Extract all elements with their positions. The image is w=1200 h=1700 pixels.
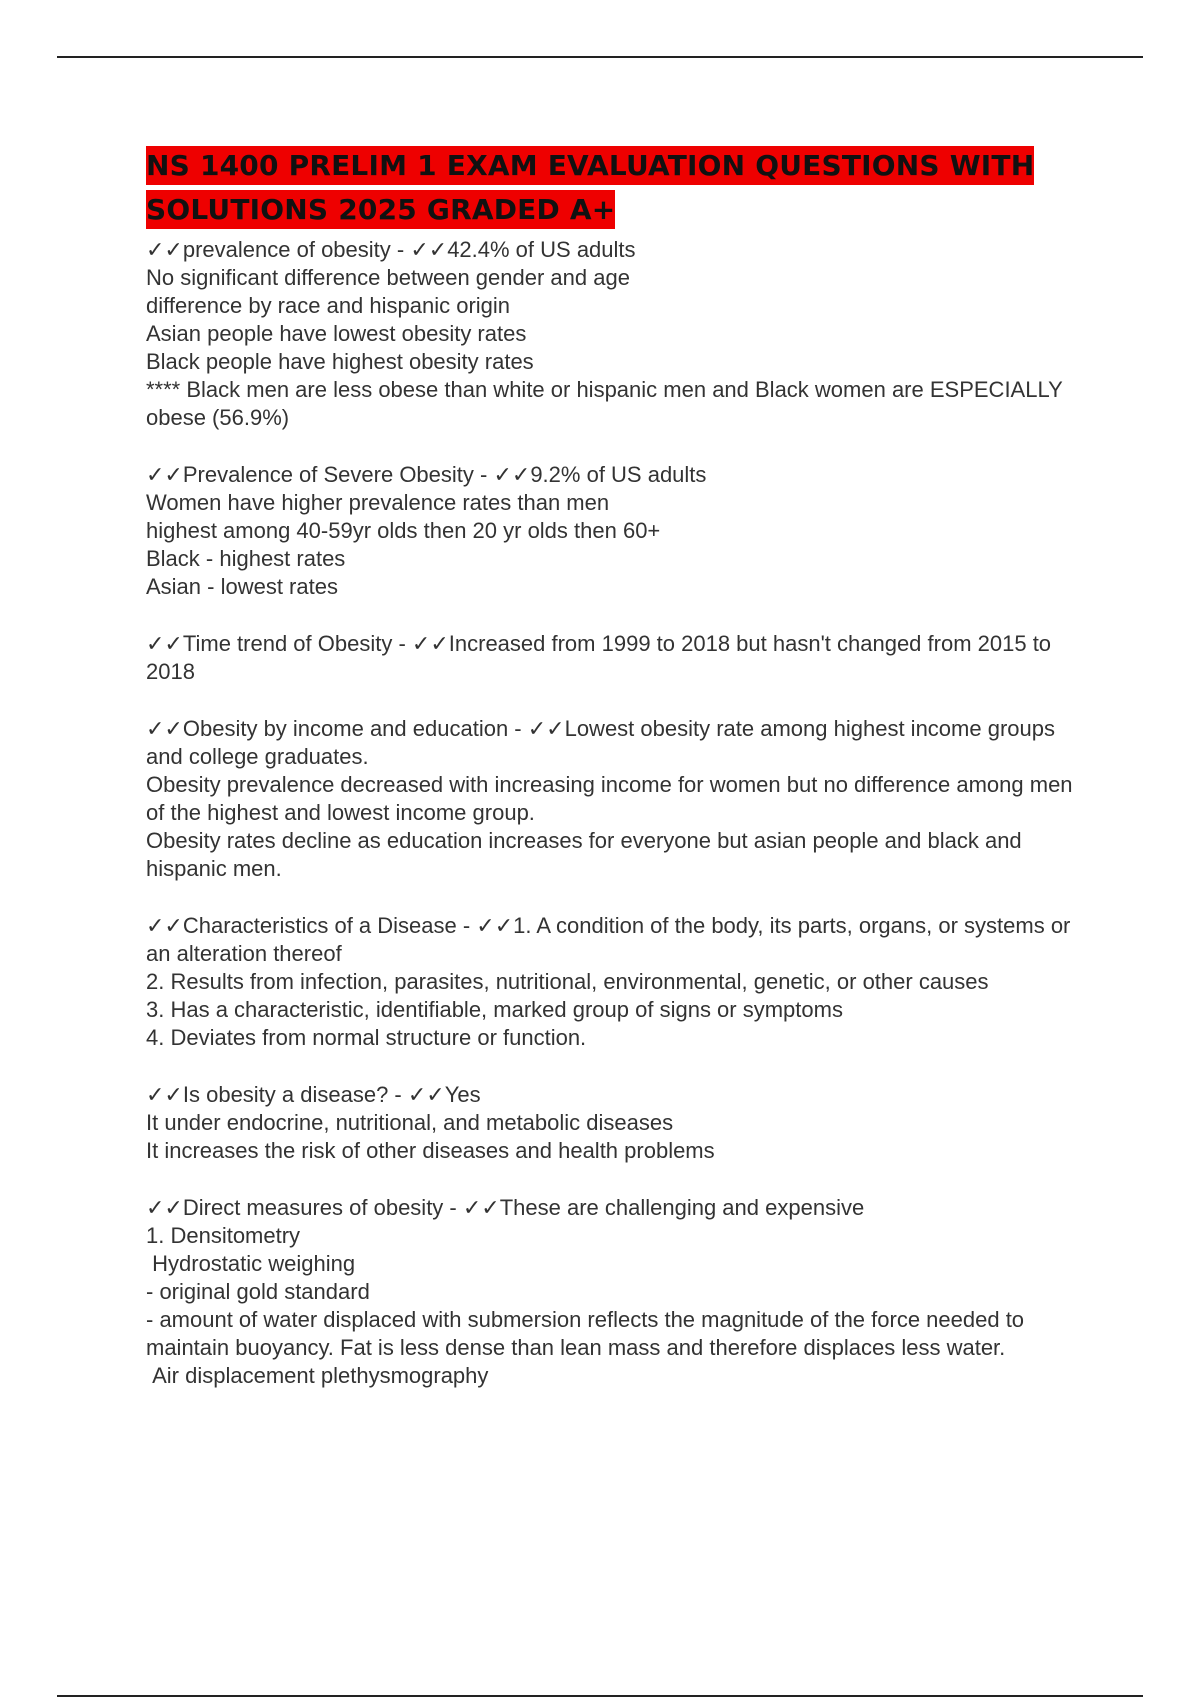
question-line: ✓✓Prevalence of Severe Obesity - ✓✓9.2% of US adults <box>146 462 707 487</box>
qa-item-time-trend <box>146 630 1086 686</box>
qa-item-direct-measures <box>146 1194 1086 1390</box>
answer-line: Asian - lowest rates <box>146 574 338 599</box>
answer-line: Hydrostatic weighing <box>146 1251 356 1276</box>
answer-line: - amount of water displaced with submersion reflects the magnitude of the force needed to maintain buoyancy. Fat is less dense than lean mass and therefore displaces less water. <box>146 1307 1031 1360</box>
answer-line: Obesity rates decline as education increases for everyone but asian people and black and hispanic men. <box>146 828 1028 881</box>
answer-line: No significant difference between gender and age <box>146 265 630 290</box>
answer-line: 2. Results from infection, parasites, nutritional, environmental, genetic, or other causes <box>146 969 989 994</box>
answer-line: **** Black men are less obese than white or hispanic men and Black women are ESPECIALLY obese (56.9%) <box>146 377 1069 430</box>
question-line: ✓✓Characteristics of a Disease - ✓✓1. A condition of the body, its parts, organs, or systems or an alteration thereof <box>146 913 1077 966</box>
answer-line: - original gold standard <box>146 1279 370 1304</box>
title-highlight: NS 1400 PRELIM 1 EXAM EVALUATION QUESTIONS WITH SOLUTIONS 2025 GRADED A+ <box>146 146 1034 229</box>
qa-item-prevalence-of-obesity <box>146 236 1086 432</box>
qa-item-is-obesity-disease <box>146 1081 1086 1165</box>
answer-line: highest among 40-59yr olds then 20 yr olds then 60+ <box>146 518 661 543</box>
answer-line: Obesity prevalence decreased with increasing income for women but no difference among men of the highest and lowest income group. <box>146 772 1079 825</box>
answer-line: It increases the risk of other diseases and health problems <box>146 1138 715 1163</box>
answer-line: 4. Deviates from normal structure or function. <box>146 1025 587 1050</box>
answer-line: 3. Has a characteristic, identifiable, marked group of signs or symptoms <box>146 997 843 1022</box>
document-title <box>146 144 1086 232</box>
question-line: ✓✓Is obesity a disease? - ✓✓Yes <box>146 1082 481 1107</box>
answer-line: Air displacement plethysmography <box>146 1363 489 1388</box>
qa-item-severe-obesity <box>146 461 1086 601</box>
answer-line: It under endocrine, nutritional, and metabolic diseases <box>146 1110 674 1135</box>
answer-line: Women have higher prevalence rates than men <box>146 490 610 515</box>
answer-line: 1. Densitometry <box>146 1223 301 1248</box>
document-body <box>146 144 1086 1419</box>
answer-line: Asian people have lowest obesity rates <box>146 321 527 346</box>
answer-line: difference by race and hispanic origin <box>146 293 511 318</box>
qa-item-income-education <box>146 715 1086 883</box>
question-line: ✓✓prevalence of obesity - ✓✓42.4% of US adults <box>146 237 636 262</box>
qa-item-disease-characteristics <box>146 912 1086 1052</box>
answer-line: Black - highest rates <box>146 546 346 571</box>
answer-line: Black people have highest obesity rates <box>146 349 534 374</box>
question-line: ✓✓Time trend of Obesity - ✓✓Increased from 1999 to 2018 but hasn't changed from 2015 to 2018 <box>146 631 1058 684</box>
question-line: ✓✓Direct measures of obesity - ✓✓These are challenging and expensive <box>146 1195 865 1220</box>
question-line: ✓✓Obesity by income and education - ✓✓Lowest obesity rate among highest income groups and college graduates. <box>146 716 1062 769</box>
top-rule <box>57 56 1143 58</box>
bottom-rule <box>57 1695 1143 1697</box>
